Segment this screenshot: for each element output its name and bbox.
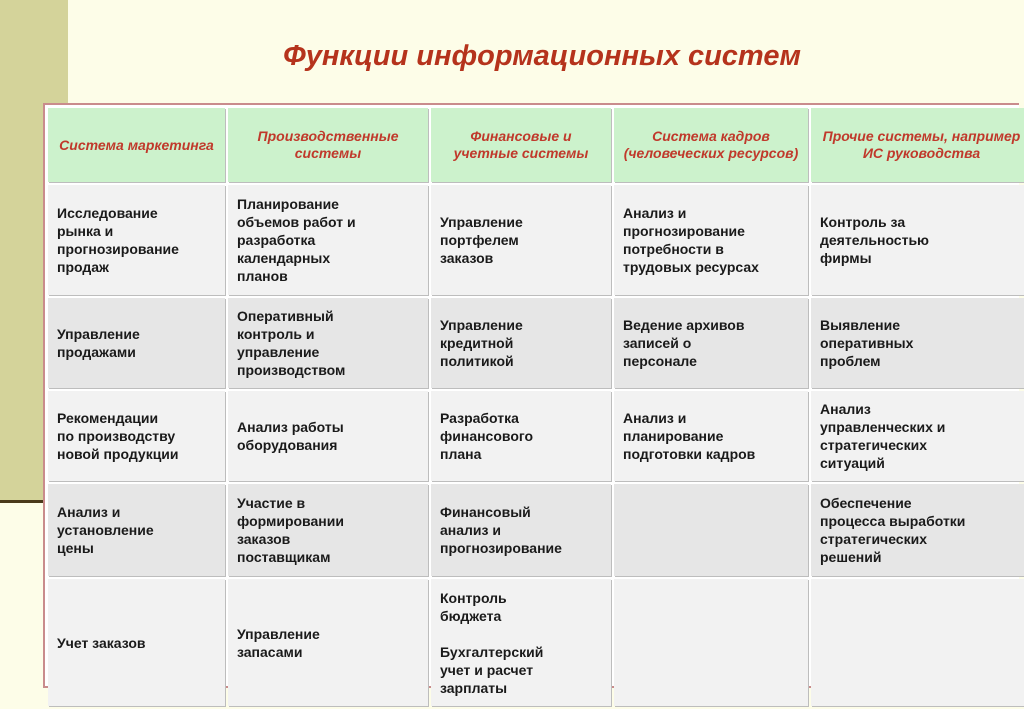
table-cell: Управление запасами bbox=[228, 579, 428, 706]
table-cell-empty bbox=[614, 484, 808, 576]
table-cell: Учет заказов bbox=[48, 579, 225, 706]
table-cell: Управление кредитной политикой bbox=[431, 298, 611, 388]
table-cell-empty bbox=[614, 579, 808, 706]
header-production: Производственные системы bbox=[228, 108, 428, 182]
table-cell: Планирование объемов работ и разработка календарных планов bbox=[228, 185, 428, 295]
table-cell: Оперативный контроль и управление производством bbox=[228, 298, 428, 388]
header-finance: Финансовые и учетные системы bbox=[431, 108, 611, 182]
header-hr: Система кадров (человеческих ресурсов) bbox=[614, 108, 808, 182]
table-cell-empty bbox=[811, 579, 1024, 706]
table-cell: Анализ и установление цены bbox=[48, 484, 225, 576]
table-cell: Ведение архивов записей о персонале bbox=[614, 298, 808, 388]
table-cell: Анализ и планирование подготовки кадров bbox=[614, 391, 808, 481]
table-cell-multi bbox=[431, 579, 611, 706]
table-cell: Выявление оперативных проблем bbox=[811, 298, 1024, 388]
functions-table bbox=[43, 103, 1021, 696]
page-title: Функции информационных систем bbox=[283, 40, 801, 72]
table-cell: Анализ управленческих и стратегических ситуаций bbox=[811, 391, 1024, 481]
table-cell: Обеспечение процесса выработки стратегических решений bbox=[811, 484, 1024, 576]
header-marketing: Система маркетинга bbox=[48, 108, 225, 182]
table-cell: Рекомендации по производству новой продукции bbox=[48, 391, 225, 481]
table-cell: Управление портфелем заказов bbox=[431, 185, 611, 295]
table-cell-part: Бухгалтерский учет и расчет зарплаты bbox=[440, 643, 544, 696]
table-cell: Управление продажами bbox=[48, 298, 225, 388]
header-other: Прочие системы, например ИС руководства bbox=[811, 108, 1024, 182]
table-cell: Разработка финансового плана bbox=[431, 391, 611, 481]
table-cell-part: Контроль бюджета bbox=[440, 589, 507, 624]
table-cell: Контроль за деятельностью фирмы bbox=[811, 185, 1024, 295]
table-cell: Анализ и прогнозирование потребности в трудовых ресурсах bbox=[614, 185, 808, 295]
table-cell: Анализ работы оборудования bbox=[228, 391, 428, 481]
table-cell: Финансовый анализ и прогнозирование bbox=[431, 484, 611, 576]
table-cell: Участие в формировании заказов поставщикам bbox=[228, 484, 428, 576]
table-cell: Исследование рынка и прогнозирование продаж bbox=[48, 185, 225, 295]
